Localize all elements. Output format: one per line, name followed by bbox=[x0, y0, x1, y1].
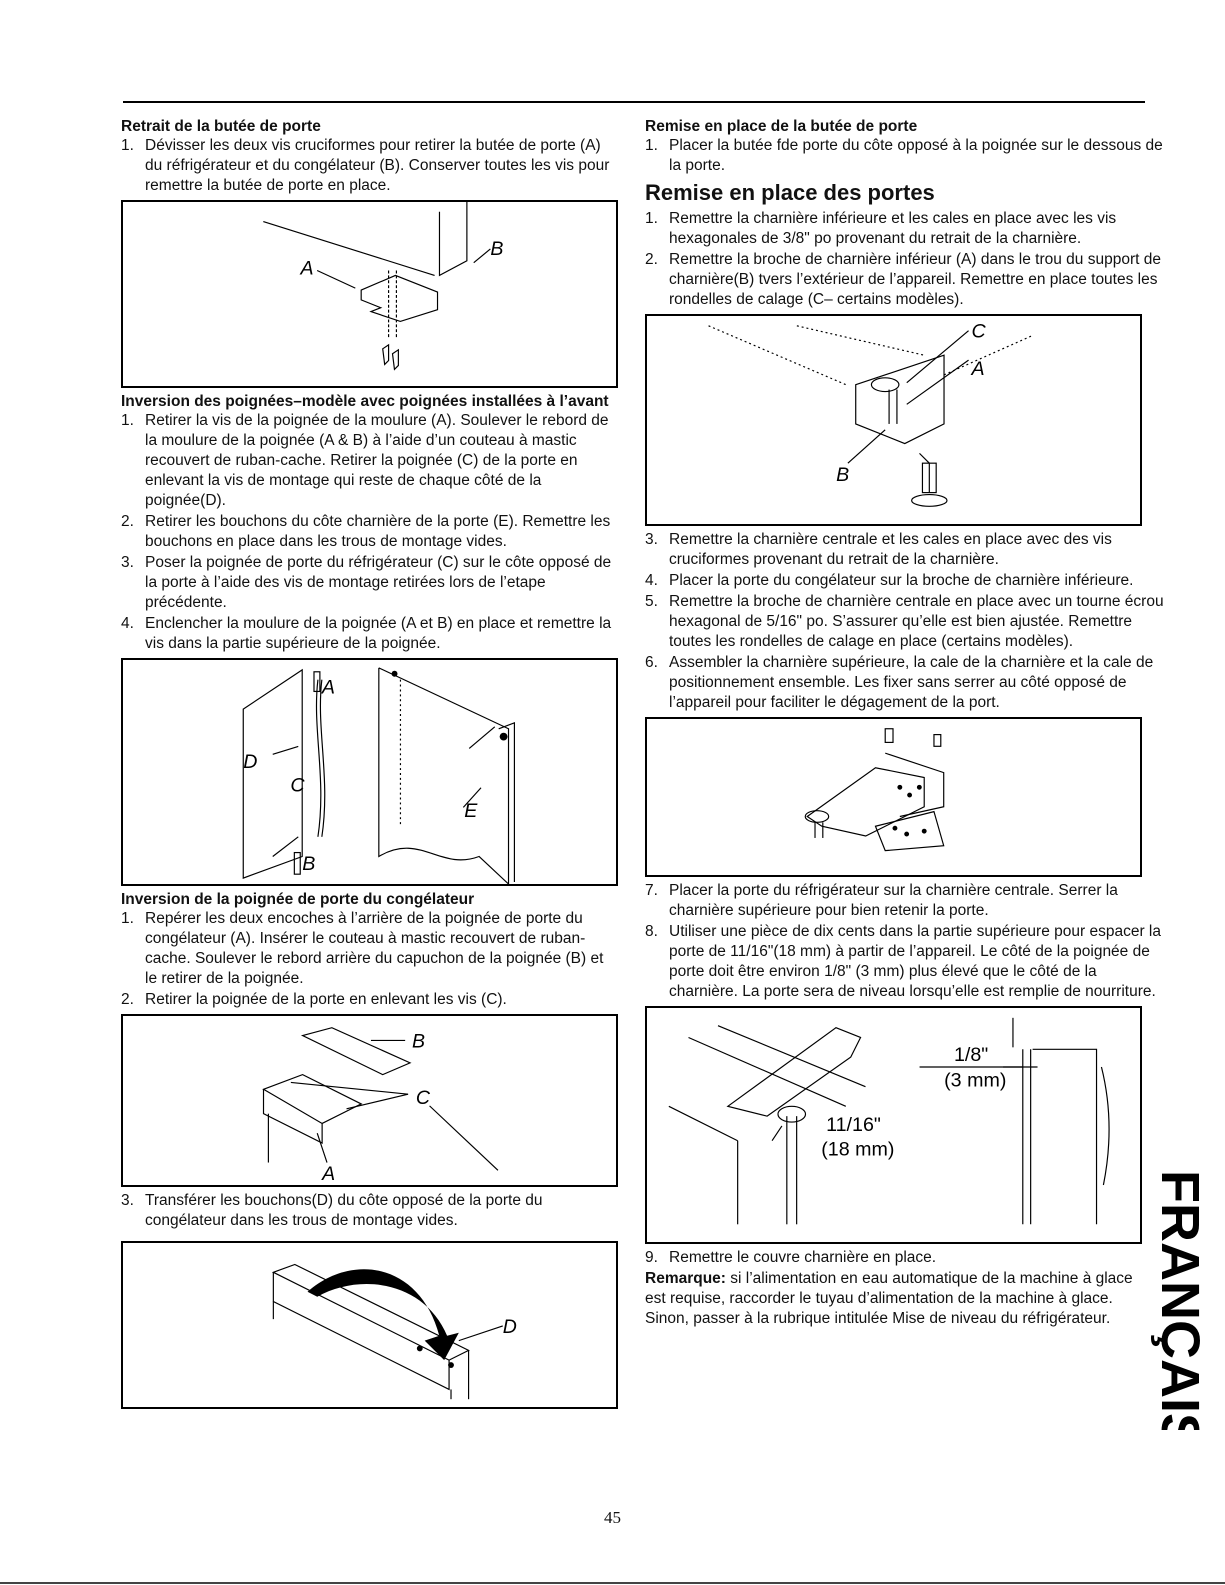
measure-18mm: (18 mm) bbox=[821, 1138, 895, 1161]
remark-text: si l’alimentation en eau automatique de la machine à glace est requise, raccorder le tuyau d’alimentation de la machine à glace. Sinon, passer à la rubrique intitulée Mise de niveau du réfrigérateur. bbox=[645, 1270, 1133, 1327]
list-remise-portes-end bbox=[645, 1248, 1165, 1268]
page-number: 45 bbox=[604, 1508, 621, 1527]
measure-11-16: 11/16" bbox=[826, 1113, 881, 1136]
label-c: C bbox=[290, 774, 305, 797]
label-a: A bbox=[321, 676, 335, 699]
heading-inversion-congelateur: Inversion de la poignée de porte du congélateur bbox=[121, 891, 475, 908]
list-item: 1. Retirer la vis de la poignée de la moulure (A). Soulever le rebord de la moulure de la poignée (A & B) à l’aide d’un couteau à mastic recouvert de ruban-cache. Retirer la poignée (C) de la porte en enlevant la vis de montage qui reste de chaque côté de la poignée(D). bbox=[121, 412, 609, 509]
label-e: E bbox=[464, 800, 478, 823]
list-remise-portes-cont bbox=[645, 530, 1165, 713]
freezer-handle-illustration bbox=[123, 1016, 616, 1185]
measure-1-8: 1/8" bbox=[953, 1044, 989, 1067]
figure-handle-reversal bbox=[121, 658, 618, 886]
label-d: D bbox=[243, 751, 258, 774]
side-tab-label: FRANÇAIS bbox=[1150, 1170, 1210, 1430]
figure-door-spacing bbox=[645, 1006, 1142, 1244]
heading-remise-butee: Remise en place de la butée de porte bbox=[645, 118, 918, 135]
heading-inversion-poignees: Inversion des poignées–modèle avec poignées installées à l’avant bbox=[121, 393, 609, 410]
list-item: 5. Remettre la broche de charnière centrale en place avec un tourne écrou hexagonal de 5/16" po. S’assurer qu’elle est bien ajustée. Remettre toutes les rondelles de calage en place (certains modèles). bbox=[645, 593, 1164, 650]
handle-illustration bbox=[123, 660, 616, 884]
remark-note bbox=[645, 1269, 1145, 1329]
label-a: A bbox=[971, 357, 985, 380]
remark-label: Remarque: bbox=[645, 1270, 726, 1287]
list-retrait-butee bbox=[121, 136, 618, 196]
list-item: 4. Enclencher la moulure de la poignée (A et B) en place et remettre la vis dans la partie supérieure de la poignée. bbox=[121, 615, 612, 652]
list-item: 1. Placer la butée fde porte du côte opposé à la poignée sur le dessous de la porte. bbox=[645, 137, 1163, 174]
list-inversion-congelateur bbox=[121, 909, 618, 1010]
label-b: B bbox=[836, 463, 850, 486]
label-b: B bbox=[302, 853, 316, 876]
label-b: B bbox=[490, 237, 504, 260]
list-item: 1. Remettre la charnière inférieure et les cales en place avec les vis hexagonales de 3/8" po provenant du retrait de la charnière. bbox=[645, 210, 1117, 247]
heading-retrait-butee: Retrait de la butée de porte bbox=[121, 118, 321, 135]
top-hinge-illustration bbox=[647, 719, 1140, 875]
list-item: 1. Dévisser les deux vis cruciformes pour retirer la butée de porte (A) du réfrigérateur et du congélateur (B). Conserver toutes les vis pour remettre la butée de porte en place. bbox=[121, 137, 610, 194]
list-item: 3. Poser la poignée de porte du réfrigérateur (C) sur le côte opposé de la porte à l’aide des vis de montage retirées lors de l’etape précédente. bbox=[121, 554, 612, 611]
list-item: 2. Retirer la poignée de la porte en enlevant les vis (C). bbox=[121, 991, 507, 1008]
section-title: Remise en place des portes bbox=[645, 180, 935, 205]
language-side-tab bbox=[1150, 1170, 1212, 1430]
label-a: A bbox=[322, 1163, 336, 1185]
figure-bottom-hinge bbox=[645, 314, 1142, 526]
list-item: 2. Remettre la broche de charnière inférieur (A) dans le trou du support de charnière(B) tvers l’extérieur de l’appareil. Remettre en place toutes les rondelles de calage (C– certains modèles). bbox=[645, 251, 1161, 308]
list-item: 2. Retirer les bouchons du côte charnière de la porte (E). Remettre les bouchons en place dans les trous de montage vides. bbox=[121, 513, 611, 550]
label-c: C bbox=[415, 1086, 430, 1109]
list-item: 4. Placer la porte du congélateur sur la broche de charnière inférieure. bbox=[645, 572, 1134, 589]
label-d: D bbox=[502, 1315, 517, 1338]
figure-freezer-handle bbox=[121, 1014, 618, 1187]
list-item: 8. Utiliser une pièce de dix cents dans la partie supérieure pour espacer la porte de 11/16"(18 mm) à partir de l’appareil. Le côté de la poignée de porte doit être environ 1/8" (3 mm) plus élevé que le côté de la charnière. La porte sera de niveau lorsqu’elle est remplie de nourriture. bbox=[645, 923, 1161, 1000]
figure-top-hinge bbox=[645, 717, 1142, 877]
label-b: B bbox=[411, 1030, 426, 1053]
list-item: 7. Placer la porte du réfrigérateur sur la charnière centrale. Serrer la charnière supérieure pour bien retenir la porte. bbox=[645, 882, 1118, 919]
list-item: 3. Remettre la charnière centrale et les cales en place avec des vis cruciformes provenant du retrait de la charnière. bbox=[645, 531, 1112, 568]
right-column bbox=[645, 117, 1165, 1329]
figure-transfer-plugs bbox=[121, 1241, 618, 1409]
bottom-hinge-illustration bbox=[647, 316, 1140, 524]
door-spacing-illustration bbox=[647, 1008, 1140, 1242]
door-stop-illustration bbox=[123, 202, 616, 386]
list-remise-portes-cont2 bbox=[645, 881, 1165, 1002]
list-item: 9. Remettre le couvre charnière en place. bbox=[645, 1249, 937, 1266]
side-tab-text bbox=[1150, 1170, 1212, 1430]
list-remise-portes bbox=[645, 209, 1165, 310]
list-item: 1. Repérer les deux encoches à l’arrière de la poignée de porte du congélateur (A). Insérer le couteau à mastic recouvert de ruban-cache. Soulever le rebord arrière du capuchon de la poignée (B) et le retirer de la poignée. bbox=[121, 910, 604, 987]
list-inversion-congelateur-cont bbox=[121, 1191, 618, 1231]
list-item: 3. Transférer les bouchons(D) du côte opposé de la porte du congélateur dans les trous de montage vides. bbox=[121, 1192, 543, 1229]
top-rule bbox=[123, 101, 1145, 103]
bottom-rule bbox=[0, 1582, 1225, 1584]
left-column bbox=[121, 117, 618, 1413]
list-item: 6. Assembler la charnière supérieure, la cale de la charnière et la cale de positionnement ensemble. Les fixer sans serrer au côté opposé de l’appareil pour faciliter le dégagement de la port. bbox=[645, 654, 1154, 711]
list-remise-butee bbox=[645, 136, 1165, 176]
label-a: A bbox=[300, 257, 314, 280]
figure-door-stop-removal bbox=[121, 200, 618, 388]
transfer-plugs-illustration bbox=[123, 1243, 616, 1407]
list-inversion-poignees bbox=[121, 411, 618, 654]
measure-3mm: (3 mm) bbox=[944, 1069, 1007, 1092]
label-c: C bbox=[971, 320, 986, 343]
